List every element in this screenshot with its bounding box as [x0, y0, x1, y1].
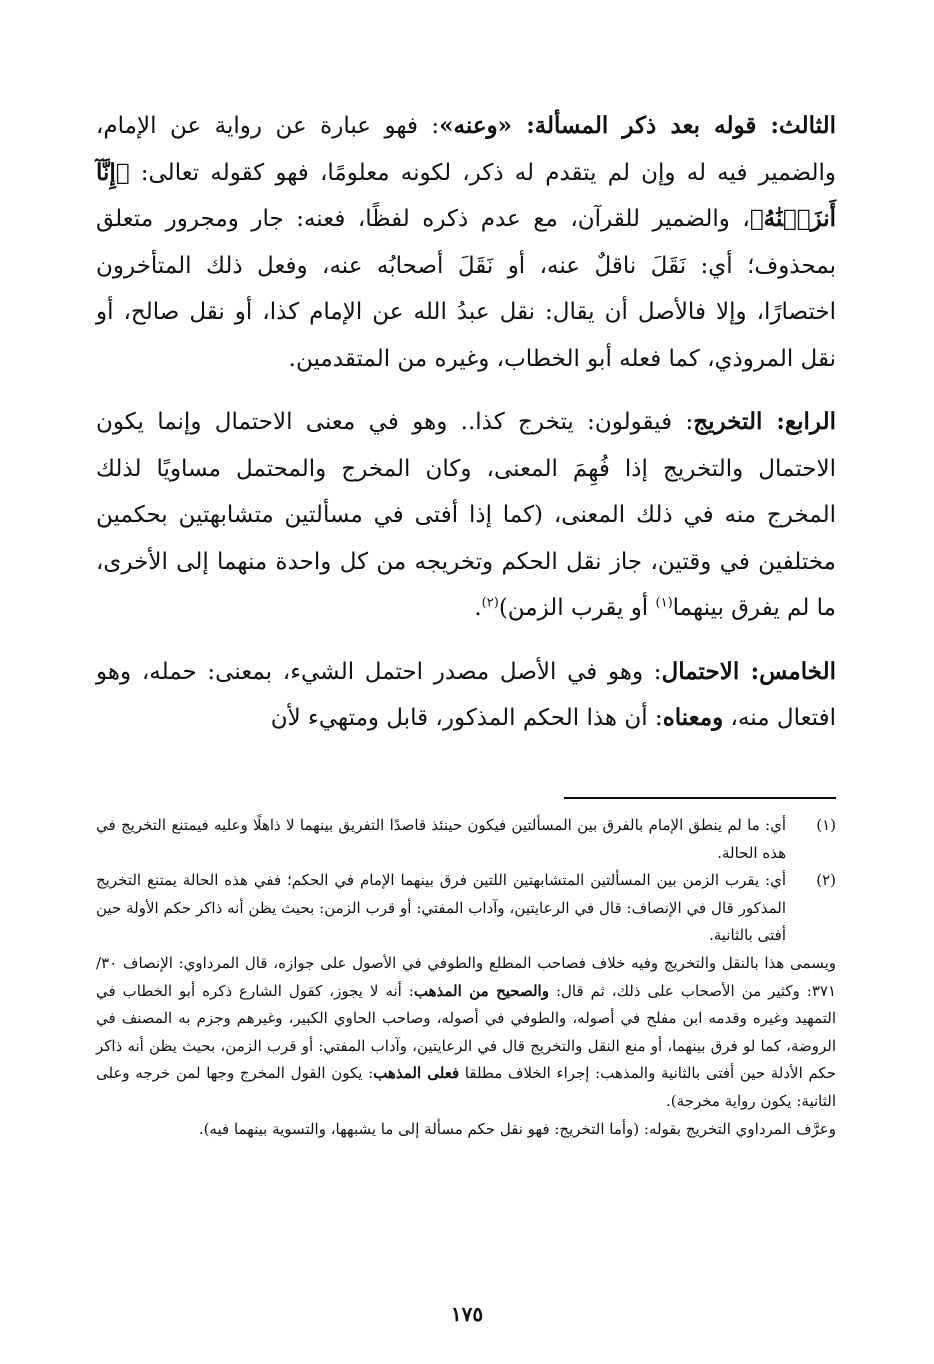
heading-third: الثالث: قوله بعد ذكر المسألة: «وعنه»: [439, 112, 836, 139]
paragraph-fifth: [96, 649, 836, 742]
bold-term: ومعناه: [662, 704, 724, 731]
footnote-text: : أنه لا يجوز، كقول الشارع ذكره أبو الخطاب في التمهيد وغيره وقدمه ابن مفلح في أصوله، والطوفي في أصوله، وصاحب الحاوي الكبير، وغيرهم وجزم به المصنف في الروضة، كما لو فرق بينهما، أو منع النقل والتخريج قال في الرعايتين، وآداب المفتي: أو قرب الزمن، بحيث يظن أنه ذاكر حكم الأدلة حين أفتى بالثانية والمذهب: إجراء الخلاف مطلقا: [96, 981, 836, 1083]
footnotes: [96, 812, 836, 1143]
heading-fourth: الرابع: التخريج: [693, 408, 836, 435]
paragraph-text: أو يقرب الزمن): [498, 595, 656, 621]
page-number: ١٧٥: [450, 1302, 484, 1326]
footnote-2-definition: وعرَّف المرداوي التخريج بقوله: (وأما التخريج: فهو نقل حكم مسألة إلى ما يشبهها، والتسوية بينهما فيه).: [198, 1119, 836, 1138]
footnote-number: (٢): [816, 871, 836, 890]
paragraph-third: [96, 103, 836, 382]
footnote-text: : يكون القول المخرج وجها لمن خرجه وعلى الثانية: يكون رواية مخرجة).: [96, 1064, 836, 1110]
paragraph-fourth: [96, 399, 836, 632]
paragraph-text: : وهو في الأصل مصدر احتمل الشيء، بمعنى: حمله، وهو افتعال منه،: [96, 658, 836, 731]
heading-fifth: الخامس: الاحتمال: [661, 657, 836, 685]
bold-term: فعلى المذهب: [373, 1064, 460, 1083]
paragraph-text: .: [474, 595, 482, 621]
paragraph-text: : فهو عبارة عن رواية عن الإمام، والضمير فيه له وإن لم يتقدم له ذكر، لكونه معلومًا، فهو كقوله تعالى:: [96, 113, 836, 186]
footnote-ref-2[interactable]: (٢): [481, 595, 499, 611]
footnote-text: أي: يقرب الزمن بين المسألتين المتشابهتين اللتين فرق بينهما الإمام في الحكم؛ ففي هذه الحالة يمتنع التخريج المذكور قال في الإنصاف: قال في الرعايتين، وآداب المفتي: أو قرب الزمن: بحيث يظن أنه ذاكر حكم الأولة حين أفتى بالثانية.: [96, 871, 786, 945]
quran-verse: ﴿إِنَّآ أَنزَلۡنَٰهُ﴾: [96, 158, 836, 232]
footnote-number: (١): [816, 816, 836, 834]
footnote-text: أي: ما لم ينطق الإمام بالفرق بين المسألتين فيكون حينئذ قاصدًا التفريق بينهما لا ذاهلًا وعليه فيمتنع التخريج في هذه الحالة.: [96, 816, 786, 862]
footnote-1: [96, 812, 836, 867]
footnote-2: [96, 867, 836, 950]
paragraph-text: ، والضمير للقرآن، مع عدم ذكره لفظًا، فعنه: جار ومجرور متعلق بمحذوف؛ أي: نَقَلَ ناقلٌ عنه، أو نَقَلَ أصحابُه عنه، وفعل ذلك المتأخرون اختصارًا، وإلا فالأصل أن يقال: نقل عبدُ الله عن الإمام كذا، أو نقل صالح، أو نقل المروذي، كما فعله أبو الخطاب، وغيره من المتقدمين.: [96, 206, 836, 372]
paragraph-text: : فيقولون: يتخرج كذا.. وهو في معنى الاحتمال وإنما يكون الاحتمال والتخريج إذا فُهِمَ المعنى، وكان المخرج والمحتمل مساويًا لذلك المخرج منه في ذلك المعنى، (كما إذا أفتى في مسألتين متشابهتين بحكمين مختلفين في وقتين، جاز نقل الحكم وتخريجه من كل واحدة منهما إلى الأخرى، ما لم يفرق بينهما: [96, 409, 836, 621]
footnote-separator: [564, 797, 836, 799]
bold-term: والصحيح من المذهب: [413, 981, 549, 1000]
main-text: [96, 103, 836, 759]
paragraph-text: : أن هذا الحكم المذكور، قابل ومتهيء لأن: [270, 705, 663, 731]
footnote-2-continuation: [96, 950, 836, 1116]
footnote-text: ويسمى هذا بالنقل والتخريج وفيه خلاف فصاحب المطلع والطوفي في الأصول على جوازه، قال المرداوي: الإنصاف ٣٠/ ٣٧١: وكثير من الأصحاب على ذلك، ثم قال:: [96, 953, 837, 1000]
footnote-ref-1[interactable]: (١): [655, 595, 673, 611]
